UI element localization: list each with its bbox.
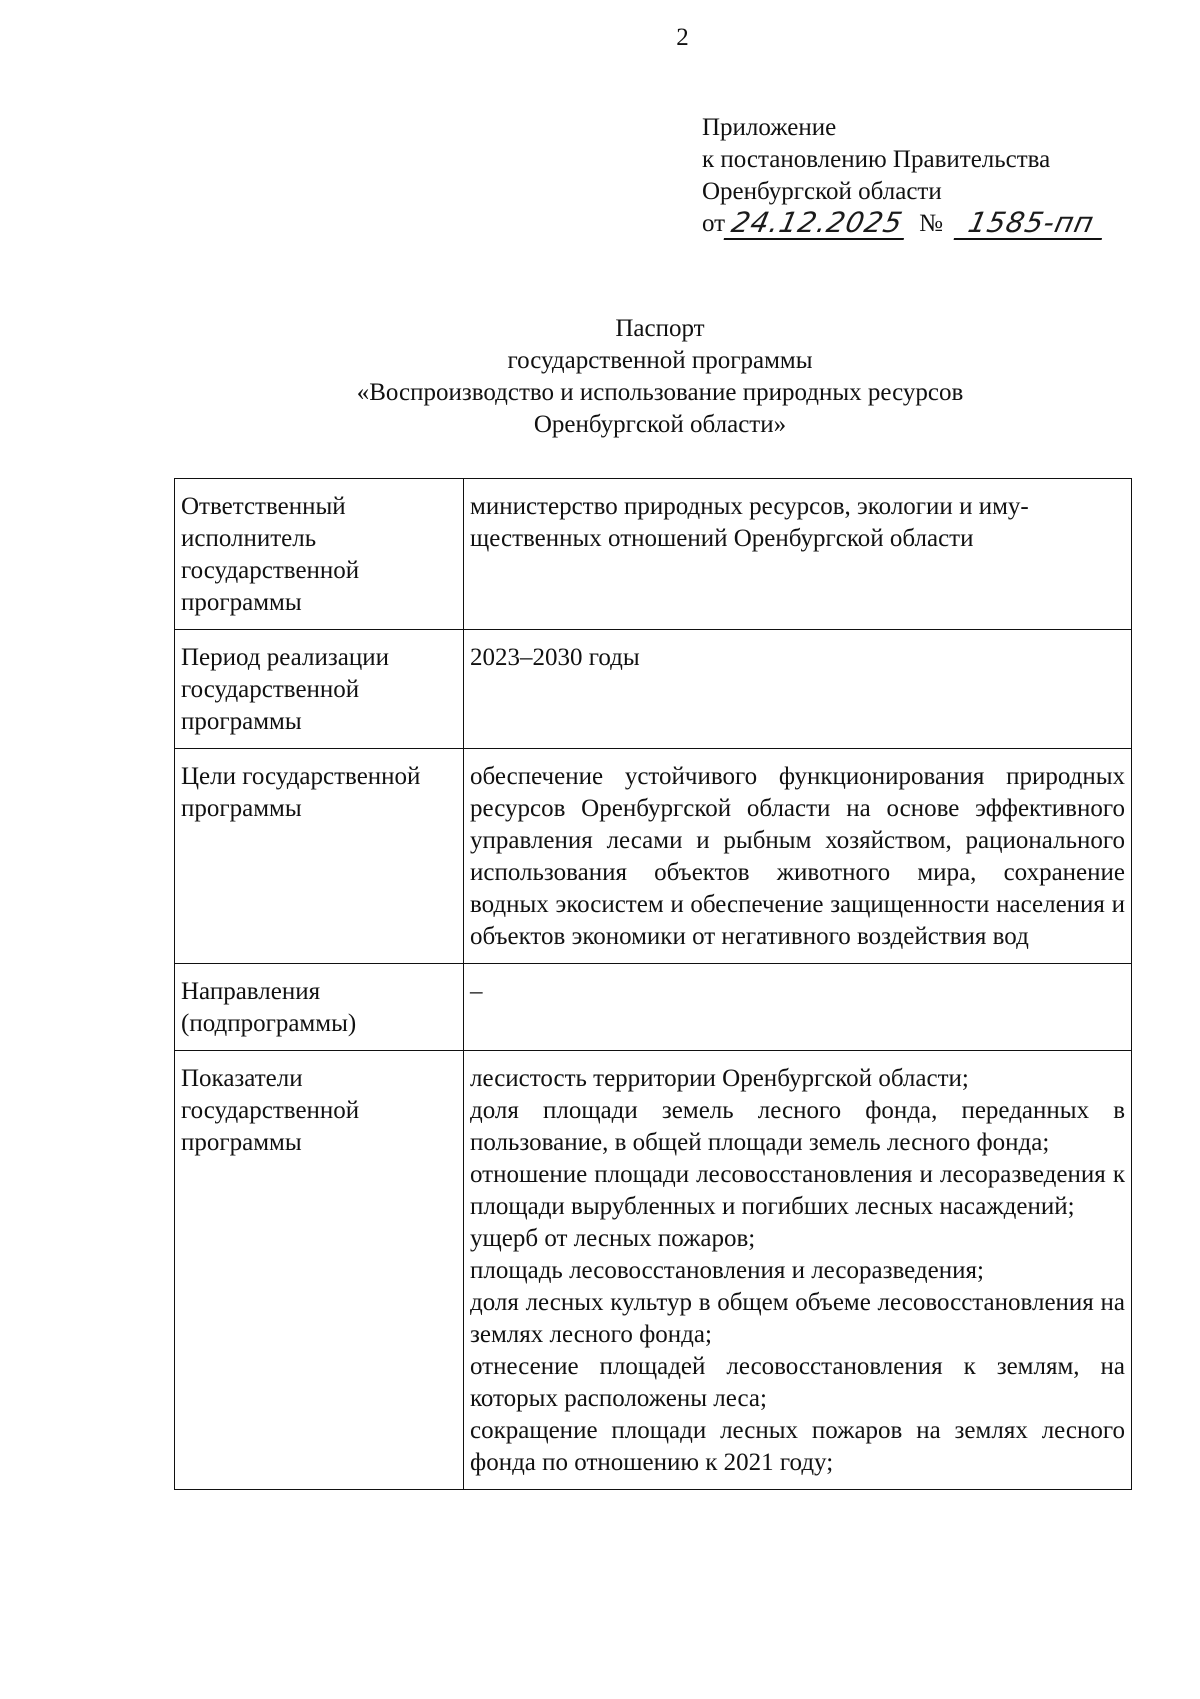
passport-table: [174, 478, 1132, 1490]
value-line: щественных отношений Оренбургской области: [470, 525, 974, 552]
resolution-date-number: [702, 208, 1122, 240]
from-prefix: от: [702, 210, 726, 237]
row-value: [464, 964, 1132, 1051]
appendix-block: [702, 112, 1122, 240]
handwritten-date: 24.12.2025: [724, 208, 911, 240]
value-line: 2023–2030 годы: [470, 644, 640, 671]
value-line: лесистость территории Оренбургской области;: [470, 1065, 969, 1092]
table-row: [175, 630, 1132, 749]
value-line: доля площади земель лесного фонда, переданных в пользование, в общей площади земель лесного фонда;: [470, 1097, 1125, 1156]
value-line: доля лесных культур в общем объеме лесовосстановления на землях лесного фонда;: [470, 1289, 1125, 1348]
title-line-4: Оренбургской области»: [533, 411, 787, 438]
value-line: сокращение площади лесных пожаров на землях лесного фонда по отношению к 2021 году;: [470, 1417, 1125, 1476]
table-row: [175, 749, 1132, 964]
row-label: Ответственный исполнитель государственной программы: [175, 479, 464, 630]
value-line: обеспечение устойчивого функционирования природных ресурсов Оренбургской области на основе эффективного управления лесами и рыбным хозяйством, рационального использования объектов животного мира, сохранение водных экосистем и обеспечение защищенности населения и объектов экономики от негативного воздействия вод: [470, 763, 1125, 950]
row-label: Цели государственной программы: [175, 749, 464, 964]
value-line: площадь лесовосстановления и лесоразведения;: [470, 1257, 984, 1284]
handwritten-number: 1585-пп: [954, 208, 1109, 240]
value-line: –: [470, 978, 483, 1005]
table-row: [175, 964, 1132, 1051]
row-value: [464, 1051, 1132, 1490]
document-title: [280, 313, 1040, 441]
appendix-line-2: к постановлению Правительства: [702, 146, 1051, 173]
number-sign: №: [919, 210, 943, 237]
row-value: [464, 749, 1132, 964]
title-line-1: Паспорт: [615, 315, 705, 342]
row-label: Показатели государственной программы: [175, 1051, 464, 1490]
value-line: ущерб от лесных пожаров;: [470, 1225, 756, 1252]
appendix-line-3: Оренбургской области: [702, 178, 942, 205]
value-line: отношение площади лесовосстановления и лесоразведения к площади вырубленных и погибших лесных насаждений;: [470, 1161, 1125, 1220]
value-line: министерство природных ресурсов, экологии и иму-: [470, 493, 1029, 520]
row-label: Направления (подпрограммы): [175, 964, 464, 1051]
row-value: [464, 479, 1132, 630]
table-row: [175, 1051, 1132, 1490]
row-label: Период реализации государственной программы: [175, 630, 464, 749]
row-value: [464, 630, 1132, 749]
title-line-3: «Воспроизводство и использование природных ресурсов: [356, 379, 964, 406]
appendix-line-1: Приложение: [702, 114, 837, 141]
page-number: 2: [676, 24, 689, 51]
title-line-2: государственной программы: [507, 347, 813, 374]
table-row: [175, 479, 1132, 630]
value-line: отнесение площадей лесовосстановления к землям, на которых расположены леса;: [470, 1353, 1125, 1412]
